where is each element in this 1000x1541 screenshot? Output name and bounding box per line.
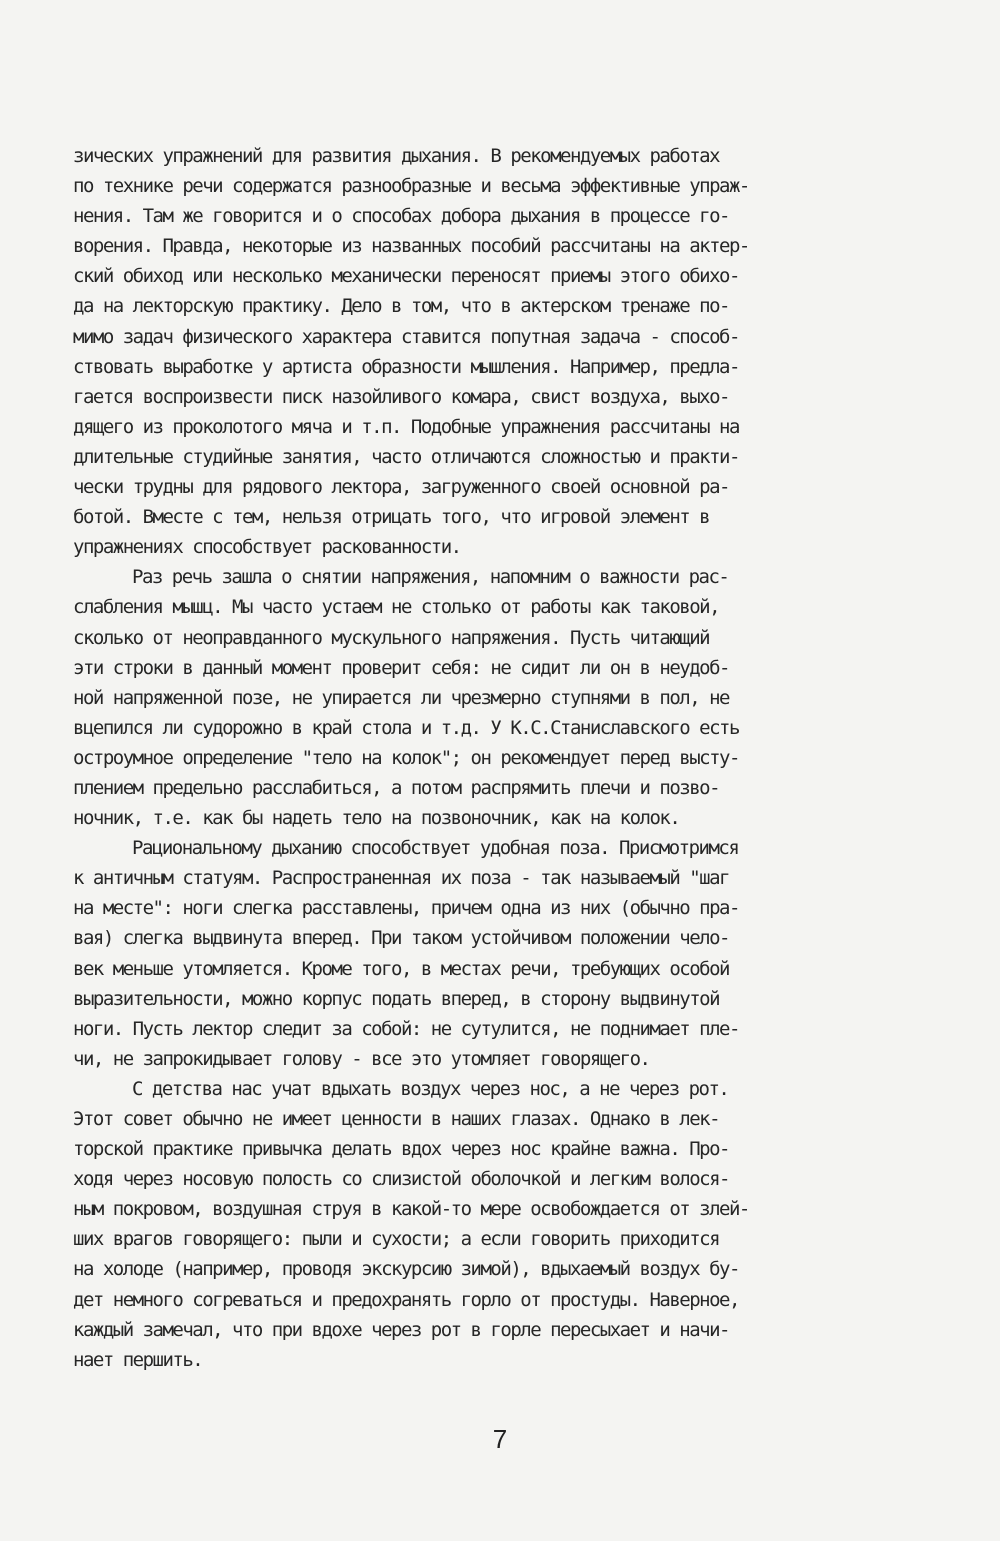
paragraph-start-line: Раз речь зашла о снятии напряжения, напомним о важности рас- <box>132 566 729 589</box>
text-line: эти строки в данный момент проверит себя: не сидит ли он в неудоб- <box>73 656 729 679</box>
text-line: ствовать выработке у артиста образности мышления. Например, предла- <box>73 355 739 378</box>
text-line: торской практике привычка делать вдох через нос крайне важна. Про- <box>73 1138 729 1161</box>
text-line: ным покровом, воздушная струя в какой-то мере освобождается от злей- <box>73 1198 749 1221</box>
body-text <box>73 141 923 1375</box>
text-line: слабления мышц. Мы часто устаем не столько от работы как таковой, <box>73 596 720 619</box>
paragraph-start-line: С детства нас учат вдыхать воздух через нос, а не через рот. <box>132 1077 729 1100</box>
text-line: нения. Там же говорится и о способах добора дыхания в процессе го- <box>73 205 729 228</box>
text-line: к античным статуям. Распространенная их поза - так называемый "шаг <box>73 867 729 890</box>
text-line: чески трудны для рядового лектора, загруженного своей основной ра- <box>73 476 729 499</box>
text-line: ной напряженной позе, не упирается ли чрезмерно ступнями в пол, не <box>73 686 729 709</box>
text-line: чи, не запрокидывает голову - все это утомляет говорящего. <box>73 1047 650 1070</box>
text-line: ходя через носовую полость со слизистой оболочкой и легким волося- <box>73 1168 729 1191</box>
text-line: зических упражнений для развития дыхания. В рекомендуемых работах <box>73 145 720 167</box>
text-line: упражнениях способствует раскованности. <box>73 536 461 559</box>
text-line: ботой. Вместе с тем, нельзя отрицать того, что игровой элемент в <box>73 506 710 529</box>
text-line: сколько от неоправданного мускульного напряжения. Пусть читающий <box>73 626 710 649</box>
text-line: на холоде (например, проводя экскурсию зимой), вдыхаемый воздух бу- <box>73 1258 739 1281</box>
paragraph-start-line: Рациональному дыханию способствует удобная поза. Присмотримся <box>132 837 739 860</box>
text-line: вая) слегка выдвинута вперед. При таком устойчивом положении чело- <box>73 927 729 950</box>
text-line: ский обиход или несколько механически переносят приемы этого обихо- <box>73 265 739 288</box>
text-line: ночник, т.е. как бы надеть тело на позвоночник, как на колок. <box>73 807 680 830</box>
text-line: дящего из проколотого мяча и т.п. Подобные упражнения рассчитаны на <box>73 415 739 438</box>
text-line: на месте": ноги слегка расставлены, причем одна из них (обычно пра- <box>73 897 739 920</box>
text-line: плением предельно расслабиться, а потом распрямить плечи и позво- <box>73 776 720 799</box>
text-line: длительные студийные занятия, часто отличаются сложностью и практи- <box>73 445 739 468</box>
text-line: ших врагов говорящего: пыли и сухости; а если говорить приходится <box>73 1228 720 1251</box>
text-line: мимо задач физического характера ставится попутная задача - способ- <box>73 325 739 348</box>
text-line: ноги. Пусть лектор следит за собой: не сутулится, не поднимает пле- <box>73 1017 739 1040</box>
text-line: ворения. Правда, некоторые из названных пособий рассчитаны на актер- <box>73 235 749 258</box>
text-line: гается воспроизвести писк назойливого комара, свист воздуха, выхо- <box>73 385 729 408</box>
page-number: 7 <box>492 1424 508 1454</box>
text-line: дет немного согреваться и предохранять горло от простуды. Наверное, <box>73 1288 739 1311</box>
text-line: вцепился ли судорожно в край стола и т.д. У К.С.Станиславского есть <box>73 716 739 739</box>
text-line: Этот совет обычно не имеет ценности в наших глазах. Однако в лек- <box>73 1108 720 1130</box>
text-line: по технике речи содержатся разнообразные и весьма эффективные упраж- <box>73 175 749 198</box>
text-line: да на лекторскую практику. Дело в том, что в актерском тренаже по- <box>73 295 729 318</box>
text-line: каждый замечал, что при вдохе через рот в горле пересыхает и начи- <box>73 1318 729 1341</box>
text-line: век меньше утомляется. Кроме того, в местах речи, требующих особой <box>73 957 729 980</box>
text-line: нает першить. <box>73 1348 203 1371</box>
text-line: остроумное определение "тело на колок"; он рекомендует перед высту- <box>73 746 739 769</box>
text-line: выразительности, можно корпус подать вперед, в сторону выдвинутой <box>73 987 720 1010</box>
